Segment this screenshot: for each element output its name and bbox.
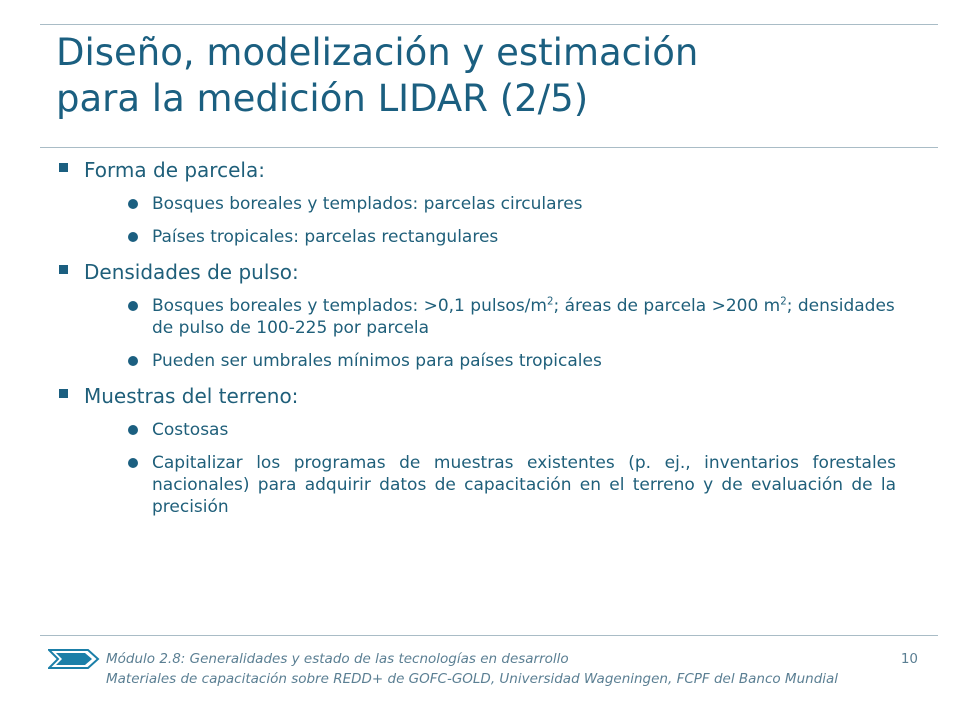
- footer-credits: Materiales de capacitación sobre REDD+ de GOFC-GOLD, Universidad Wageningen, FCPF del Banco Mundial: [106, 671, 839, 687]
- sub-bullet-text: Bosques boreales y templados: parcelas circulares: [152, 194, 583, 214]
- square-bullet-icon: [59, 265, 68, 274]
- footer: [106, 649, 918, 689]
- sub-bullet: [56, 419, 896, 441]
- round-bullet-icon: [128, 425, 138, 435]
- bullet-muestras-del-terreno: [56, 383, 896, 409]
- sub-bullet: [56, 350, 896, 372]
- bullet-heading: Densidades de pulso:: [84, 260, 299, 284]
- top-rule: [40, 24, 938, 25]
- sub-bullet: [56, 226, 896, 248]
- page-number: 10: [900, 651, 918, 667]
- round-bullet-icon: [128, 232, 138, 242]
- title-rule: [40, 147, 938, 148]
- footer-rule: [40, 635, 938, 636]
- round-bullet-icon: [128, 301, 138, 311]
- footer-module: Módulo 2.8: Generalidades y estado de las tecnologías en desarrollo: [106, 651, 569, 667]
- sub-bullet: [56, 193, 896, 215]
- sub-bullet-text: Bosques boreales y templados: >0,1 pulsos/$m^2$; áreas de parcela >200 $m^2$; densidades de pulso de 100-225 por parcela: [152, 296, 895, 338]
- sub-bullet-text: Costosas: [152, 420, 229, 440]
- title-line-1: Diseño, modelización y estimación: [56, 31, 699, 74]
- sub-bullet: [56, 452, 896, 518]
- bullet-heading: Forma de parcela:: [84, 158, 265, 182]
- sub-bullet-text: Pueden ser umbrales mínimos para países tropicales: [152, 351, 602, 371]
- bullet-forma-de-parcela: [56, 157, 896, 183]
- round-bullet-icon: [128, 199, 138, 209]
- title-line-2: para la medición LIDAR (2/5): [56, 77, 589, 120]
- bullet-heading: Muestras del terreno:: [84, 384, 299, 408]
- sub-bullet-text: Países tropicales: parcelas rectangulares: [152, 227, 499, 247]
- sub-bullet-text: Capitalizar los programas de muestras existentes (p. ej., inventarios forestales nacionales) para adquirir datos de capacitación en el terreno y de evaluación de la precisión: [152, 453, 896, 517]
- slide-title: [56, 30, 916, 122]
- square-bullet-icon: [59, 163, 68, 172]
- round-bullet-icon: [128, 458, 138, 468]
- square-bullet-icon: [59, 389, 68, 398]
- bullet-densidades-de-pulso: [56, 259, 896, 285]
- slide-content: [56, 152, 896, 529]
- round-bullet-icon: [128, 356, 138, 366]
- chevron-arrow-icon: [48, 648, 100, 670]
- sub-bullet: [56, 295, 896, 339]
